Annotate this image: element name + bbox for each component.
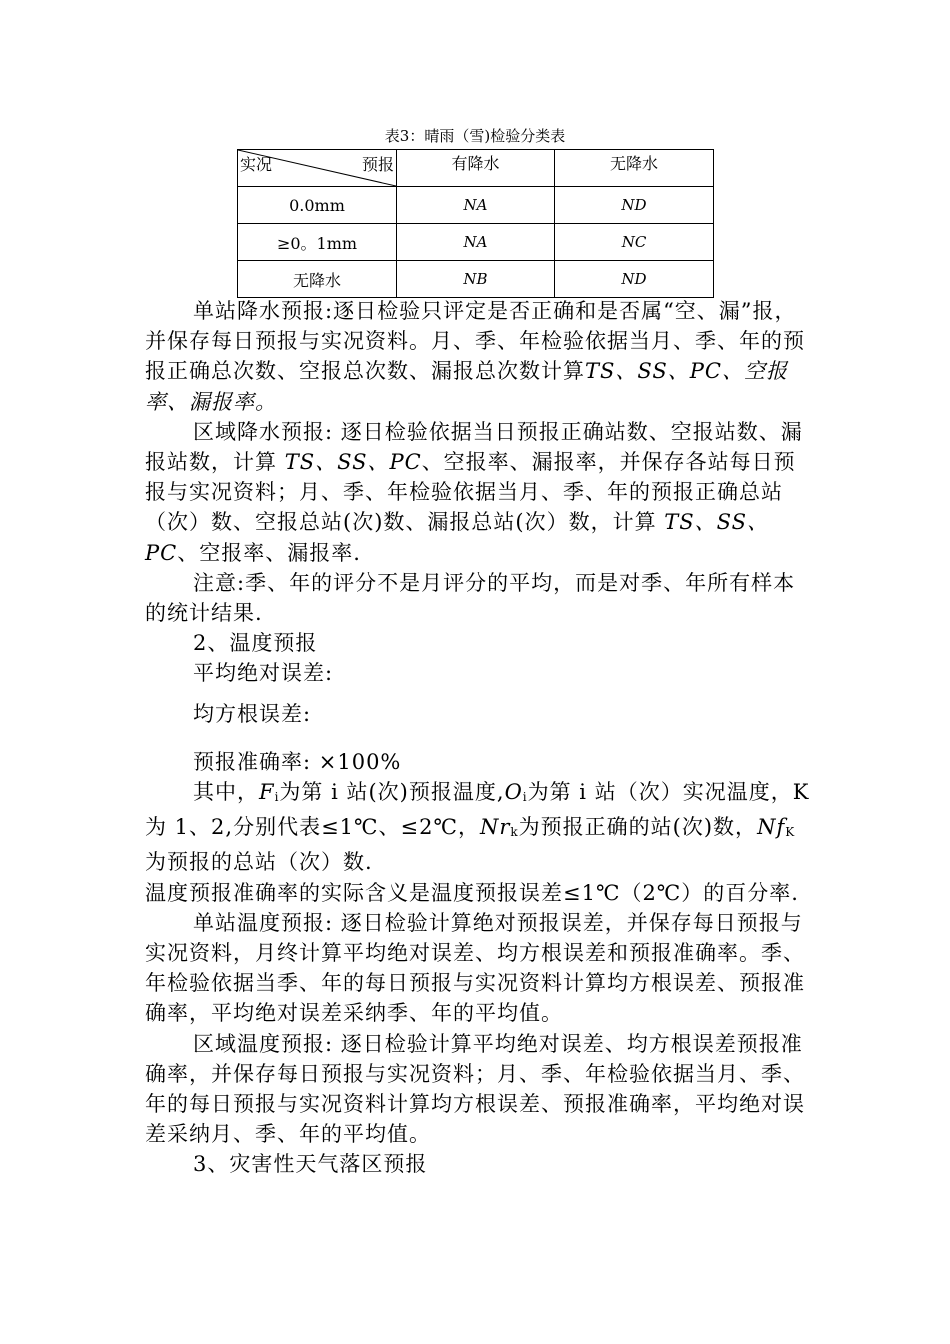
mean-absolute-error-label: 平均绝对误差:	[193, 661, 334, 686]
rmse-label: 均方根误差:	[193, 701, 312, 726]
corner-label-forecast: 预报	[361, 155, 394, 174]
paragraph-text: 为预报的总站（次）数.	[145, 850, 373, 875]
paragraph-text: 单站降水预报:逐日检验只评定是否正确和是否属“空、漏”报，并保存每日预报与实况资料。月、季、年检验依据当月、季、年的预报正确总次数、空报总次数、漏报总次数计算	[145, 299, 805, 384]
table-cell: ND	[555, 187, 714, 224]
paragraph-text: 其中，	[193, 780, 259, 805]
row-label: 无降水	[238, 261, 397, 298]
accuracy-label: 预报准确率: ×100%	[193, 749, 402, 774]
classification-table	[237, 149, 714, 298]
section-heading-disaster: 3、灾害性天气落区预报	[193, 1152, 428, 1177]
math-subscript: i	[274, 790, 280, 805]
paragraph-station-temp: 单站温度预报: 逐日检验计算绝对预报误差，并保存每日预报与实况资料，月终计算平均绝对误差、均方根误差和预报准确率。季、年检验依据当季、年的每日预报与实况资料计算均方根误差、预报准确率，平均绝对误差采纳季、年的平均值。	[145, 910, 805, 1026]
math-symbol: O	[504, 780, 523, 805]
math-symbol: F	[259, 780, 275, 805]
paragraph-text: 、空报率、漏报率.	[177, 540, 361, 565]
math-text: TS、SS、PC	[284, 450, 422, 475]
paragraph-region-temp: 区域温度预报: 逐日检验计算平均绝对误差、均方根误差预报准确率，并保存每日预报与实况资料；月、季、年检验依据当月、季、年的每日预报与实况资料计算均方根误差、预报准确率，平均绝对误差采纳月、季、年的平均值。	[145, 1031, 805, 1147]
table-row	[238, 261, 714, 298]
math-subscript: k	[510, 825, 519, 840]
row-label: ≥0。1mm	[238, 224, 397, 261]
header-precip: 有降水	[397, 150, 555, 187]
paragraph-meaning: 温度预报准确率的实际含义是温度预报误差≤1℃（2℃）的百分率.	[145, 880, 799, 905]
math-symbol: Nr	[479, 815, 511, 840]
corner-label-actual: 实况	[240, 155, 273, 174]
paragraph-text: 、空报率、漏报率，并保存各站每日预报与实况资料；月、季、年检验依据当月、季、年的预报正确总站（次）数、空报总站(次)数、漏报总站(次）数，计算	[145, 450, 796, 535]
table-cell: NA	[397, 224, 555, 261]
paragraph-where	[145, 777, 815, 878]
table-corner-cell	[238, 150, 397, 187]
row-label: 0.0mm	[238, 187, 397, 224]
table-cell: NA	[397, 187, 555, 224]
paragraph-note: 注意:季、年的评分不是月评分的平均，而是对季、年所有样本的统计结果.	[145, 570, 796, 626]
header-no-precip: 无降水	[555, 150, 714, 187]
math-text: TS、SS、PC	[145, 510, 770, 565]
table-cell: NC	[555, 224, 714, 261]
document-body	[145, 296, 815, 1180]
table-caption: 表3：晴雨（雪)检验分类表	[384, 127, 566, 145]
table-cell: ND	[555, 261, 714, 298]
paragraph-text: 为第 i 站(次)预报温度,	[279, 780, 505, 805]
paragraph-region-precip	[145, 417, 815, 568]
paragraph-text: 为预报正确的站(次)数，	[518, 815, 758, 840]
table-header-row	[238, 150, 714, 187]
math-symbol: Nf	[757, 815, 786, 840]
math-subscript: K	[785, 825, 796, 840]
table-cell: NB	[397, 261, 555, 298]
paragraph-text: 为第 i 站（次）实况温度，K 为 1、2,分别代表≤1℃、≤2℃，	[145, 780, 810, 840]
math-subscript: i	[522, 790, 528, 805]
section-heading-temperature: 2、温度预报	[193, 631, 318, 656]
paragraph-text: 区域降水预报: 逐日检验依据当日预报正确站数、空报站数、漏报站数，计算	[145, 419, 803, 475]
table-row	[238, 187, 714, 224]
paragraph-text: TS、SS、PC、空报率、漏报率。	[145, 359, 788, 414]
table-row	[238, 224, 714, 261]
paragraph-station-precip	[145, 296, 815, 417]
